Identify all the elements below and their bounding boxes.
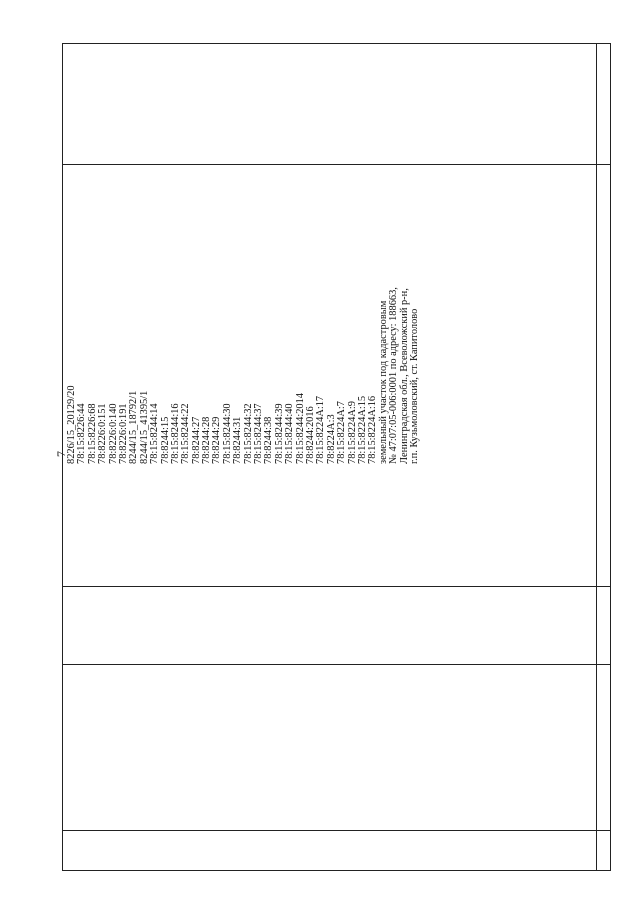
cadastral-code: 78:8224A:3 [325,414,337,464]
cadastral-code: 78:8244:38 [263,416,275,464]
cadastral-code: 78:15:8224A:17 [315,395,327,464]
cadastral-code: 78:15:8224A:9 [346,401,358,464]
cadastral-code: 78:8244:27 [190,416,202,464]
cadastral-code: 78:15:8244:39 [273,403,285,464]
parcel-description-line: № 47:07:05-006:0001 по адресу: 188663, [388,287,400,464]
cadastral-code: 78:15:8226:44 [76,403,88,464]
parcel-description-line: земельный участок под кадастровым [377,300,389,464]
cadastral-code: 78:15:8244:22 [180,403,192,464]
cadastral-code: 78:8244:31 [232,416,244,464]
cadastral-code: 78:8226:0:151 [97,403,109,464]
table [62,43,611,871]
table-row-divider [63,664,610,665]
cadastral-code: 78:8244:15 [159,416,171,464]
parcel-description-line: г.п. Кузьмоловский, ст. Капитолово [408,308,420,464]
cadastral-code: 78:15:8244:32 [242,403,254,464]
cadastral-code: 78:8226:0:191 [117,403,129,464]
cadastral-code: 78:15:8244:37 [253,403,265,464]
page-number: 7 [54,451,68,457]
table-row-divider [63,164,610,165]
table-column-divider [596,44,597,870]
codes-text-block [67,287,420,464]
cadastral-code: 8244/15_41395/1 [138,390,150,464]
cadastral-code: 78:8244:2016 [304,406,316,464]
cadastral-code: 78:15:8244:40 [284,403,296,464]
cadastral-code: 78:15:8224A:16 [367,395,379,464]
table-row-divider [63,586,610,587]
table-row-divider [63,830,610,831]
cadastral-code: 78:8226:0:140 [107,403,119,464]
cadastral-code: 78:8244:29 [211,416,223,464]
cadastral-code: 78:15:8226:68 [86,403,98,464]
cadastral-code: 78:15:8244:16 [169,403,181,464]
cadastral-code: 78:15:8244:30 [221,403,233,464]
cadastral-code: 8226/15_20129/20 [66,385,77,464]
cadastral-code: 78:15:8244:2014 [294,392,306,464]
parcel-description-line: Ленинградская обл., Всеволожский р-н, [398,288,410,464]
cadastral-code: 78:15:8224A:7 [336,401,348,464]
cadastral-code: 78:15:8224A:15 [356,395,368,464]
cadastral-code: 78:15:8244:14 [149,403,161,464]
cadastral-code: 78:8244:28 [201,416,213,464]
cadastral-code: 8244/15_18792/1 [128,390,140,464]
